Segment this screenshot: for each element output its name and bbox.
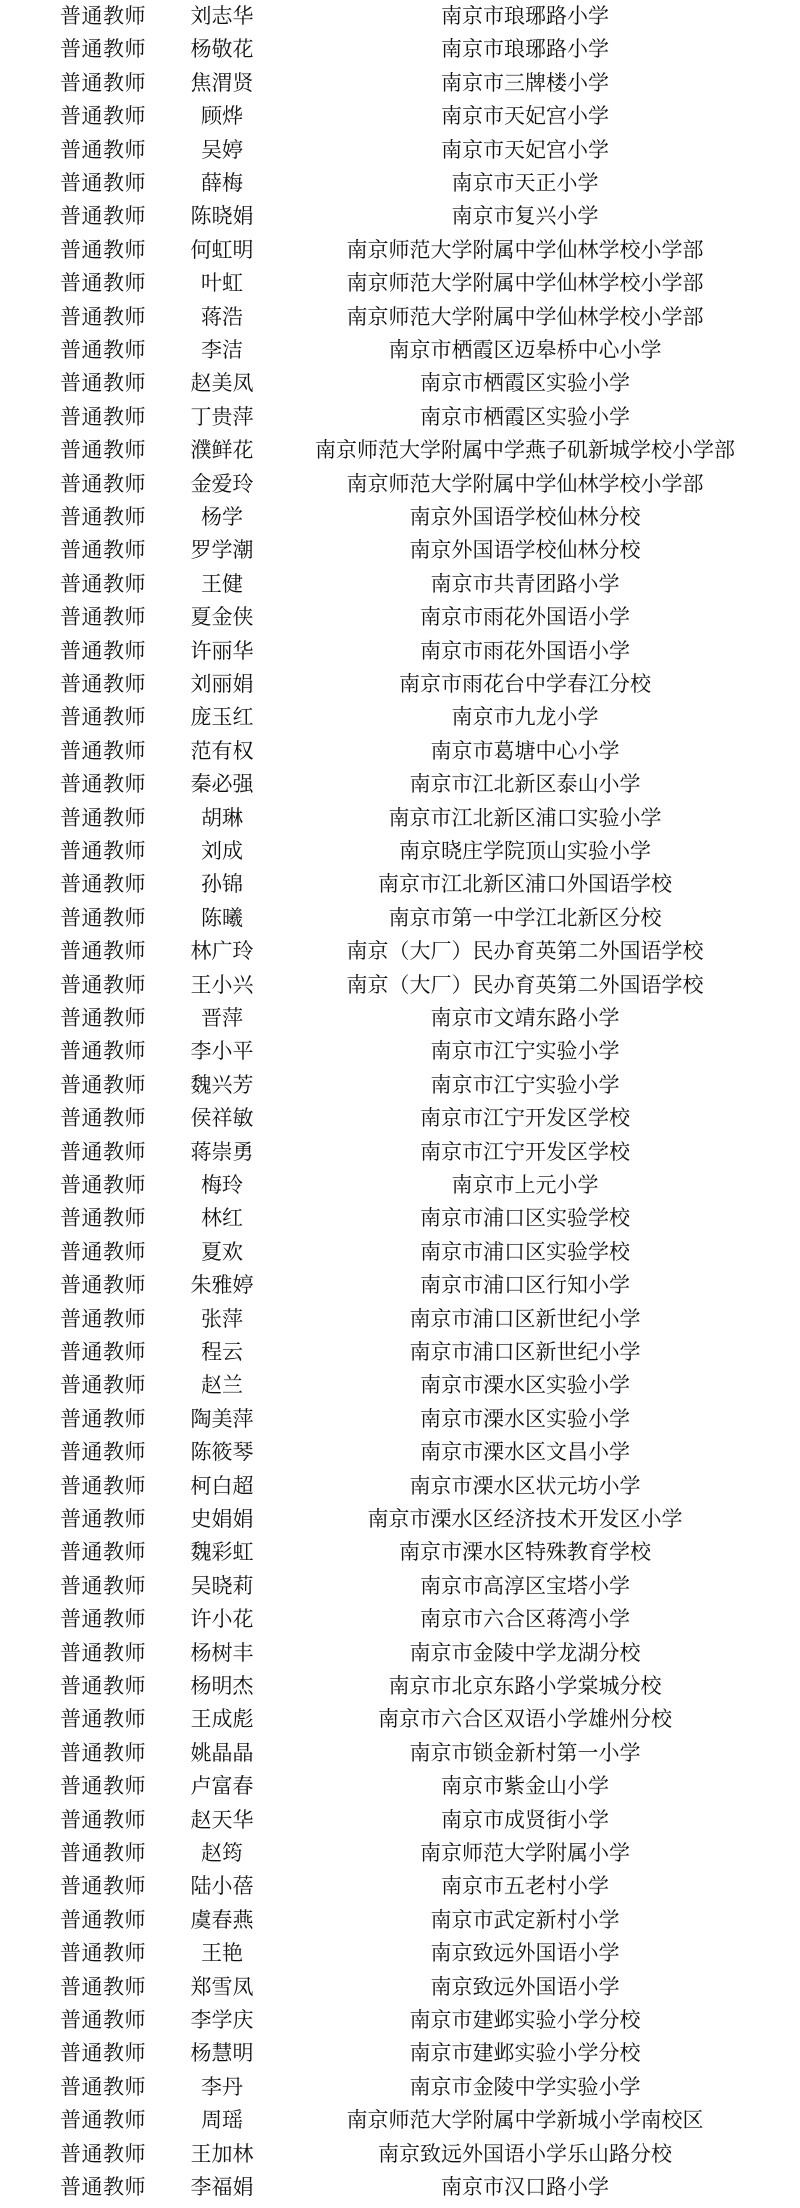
role-label: 普通教师 [60, 1406, 146, 1431]
teacher-name: 赵美凤 [190, 371, 254, 396]
role-label: 普通教师 [60, 2108, 146, 2133]
list-item [0, 1336, 800, 1369]
role-label: 普通教师 [60, 805, 146, 830]
role-label: 普通教师 [60, 104, 146, 129]
teacher-name: 叶虹 [201, 271, 243, 296]
role-label: 普通教师 [60, 705, 146, 730]
school-name: 南京市溧水区文昌小学 [420, 1440, 630, 1465]
school-name: 南京市琅琊路小学 [441, 4, 609, 28]
role-label: 普通教师 [60, 137, 146, 162]
teacher-name: 朱雅婷 [190, 1273, 254, 1298]
school-name: 南京市琅琊路小学 [441, 37, 609, 62]
list-item [0, 1737, 800, 1770]
role-label: 普通教师 [60, 1774, 146, 1799]
teacher-name: 胡琳 [201, 805, 243, 830]
school-name: 南京市江北新区浦口实验小学 [388, 805, 662, 830]
school-name: 南京市溧水区经济技术开发区小学 [367, 1507, 683, 1531]
teacher-name: 丁贵萍 [190, 404, 254, 429]
teacher-name: 林广玲 [190, 939, 254, 964]
teacher-name: 王加林 [190, 2141, 254, 2166]
school-name: 南京市金陵中学实验小学 [409, 2074, 641, 2099]
school-name: 南京市三牌楼小学 [441, 70, 609, 95]
list-item [0, 33, 800, 66]
teacher-name: 赵兰 [201, 1373, 243, 1398]
list-item [0, 2037, 800, 2070]
role-label: 普通教师 [60, 1674, 146, 1698]
teacher-name: 魏兴芳 [190, 1072, 254, 1097]
role-label: 普通教师 [60, 1607, 146, 1632]
school-name: 南京市第一中学江北新区分校 [388, 905, 662, 930]
role-label: 普通教师 [60, 638, 146, 663]
school-name: 南京市江北新区浦口外国语学校 [378, 872, 672, 897]
role-label: 普通教师 [60, 772, 146, 797]
list-item [0, 935, 800, 968]
role-label: 普通教师 [60, 1072, 146, 1097]
role-label: 普通教师 [60, 2008, 146, 2032]
role-label: 普通教师 [60, 1306, 146, 1331]
school-name: 南京（大厂）民办育英第二外国语学校 [346, 939, 704, 964]
role-label: 普通教师 [60, 1974, 146, 1999]
list-item [0, 1002, 800, 1035]
list-item [0, 802, 800, 835]
school-name: 南京师范大学附属中学仙林学校小学部 [346, 271, 704, 296]
teacher-name: 蒋浩 [201, 304, 243, 329]
school-name: 南京市溧水区特殊教育学校 [399, 1540, 651, 1565]
list-item [0, 668, 800, 701]
list-item [0, 0, 800, 33]
teacher-name: 刘志华 [190, 4, 254, 28]
role-label: 普通教师 [60, 171, 146, 195]
list-item [0, 568, 800, 601]
school-name: 南京市葛塘中心小学 [430, 738, 620, 763]
list-item [0, 1069, 800, 1102]
teacher-name: 杨慧明 [190, 2041, 254, 2066]
school-name: 南京市雨花外国语小学 [420, 638, 630, 663]
list-item [0, 835, 800, 868]
role-label: 普通教师 [60, 1707, 146, 1732]
teacher-name: 王艳 [201, 1941, 243, 1966]
list-item [0, 2171, 800, 2204]
list-item [0, 1136, 800, 1169]
list-item [0, 768, 800, 801]
teacher-name: 李洁 [201, 338, 243, 362]
list-item [0, 1603, 800, 1636]
school-name: 南京师范大学附属中学新城小学南校区 [346, 2108, 704, 2133]
role-label: 普通教师 [60, 1239, 146, 1264]
role-label: 普通教师 [60, 404, 146, 429]
school-name: 南京市五老村小学 [441, 1874, 609, 1899]
list-item [0, 902, 800, 935]
list-item [0, 234, 800, 267]
list-item [0, 1770, 800, 1803]
school-name: 南京市北京东路小学棠城分校 [388, 1674, 662, 1698]
school-name: 南京市溧水区状元坊小学 [409, 1473, 641, 1498]
teacher-name: 梅玲 [201, 1173, 243, 1197]
role-label: 普通教师 [60, 1139, 146, 1164]
school-name: 南京市金陵中学龙湖分校 [409, 1640, 641, 1665]
list-item [0, 1637, 800, 1670]
list-item [0, 868, 800, 901]
list-item [0, 635, 800, 668]
school-name: 南京市九龙小学 [451, 705, 599, 730]
teacher-name: 王成彪 [190, 1707, 254, 1732]
role-label: 普通教师 [60, 271, 146, 296]
school-name: 南京市浦口区新世纪小学 [409, 1340, 641, 1364]
teacher-name: 晋萍 [201, 1006, 243, 1030]
school-name: 南京市天正小学 [451, 171, 599, 195]
school-name: 南京市汉口路小学 [441, 2175, 609, 2199]
role-label: 普通教师 [60, 4, 146, 28]
list-item [0, 1670, 800, 1703]
teacher-name: 王小兴 [190, 972, 254, 997]
school-name: 南京市浦口区实验学校 [420, 1206, 630, 1231]
school-name: 南京市成贤街小学 [441, 1807, 609, 1832]
role-label: 普通教师 [60, 1106, 146, 1131]
role-label: 普通教师 [60, 1507, 146, 1531]
list-item [0, 1369, 800, 1402]
list-item [0, 1804, 800, 1837]
list-item [0, 1570, 800, 1603]
list-item [0, 2138, 800, 2171]
role-label: 普通教师 [60, 1273, 146, 1298]
list-item [0, 301, 800, 334]
teacher-name: 林红 [201, 1206, 243, 1231]
role-label: 普通教师 [60, 1740, 146, 1765]
role-label: 普通教师 [60, 2041, 146, 2066]
school-name: 南京市江北新区泰山小学 [409, 772, 641, 797]
school-name: 南京外国语学校仙林分校 [409, 538, 641, 563]
school-name: 南京市栖霞区实验小学 [420, 371, 630, 396]
teacher-name: 陆小蓓 [190, 1874, 254, 1899]
teacher-name: 刘丽娟 [190, 672, 254, 696]
list-item [0, 601, 800, 634]
list-item [0, 2004, 800, 2037]
school-name: 南京市江宁开发区学校 [420, 1139, 630, 1164]
list-item [0, 167, 800, 200]
role-label: 普通教师 [60, 672, 146, 696]
school-name: 南京市共青团路小学 [430, 571, 620, 596]
list-item [0, 1169, 800, 1202]
teacher-name: 李学庆 [190, 2008, 254, 2032]
role-label: 普通教师 [60, 1573, 146, 1598]
teacher-name: 史娟娟 [190, 1507, 254, 1531]
role-label: 普通教师 [60, 1807, 146, 1832]
role-label: 普通教师 [60, 2175, 146, 2199]
list-item [0, 200, 800, 233]
teacher-name: 李丹 [201, 2074, 243, 2099]
teacher-name: 杨敬花 [190, 37, 254, 62]
school-name: 南京市复兴小学 [451, 204, 599, 229]
school-name: 南京（大厂）民办育英第二外国语学校 [346, 972, 704, 997]
role-label: 普通教师 [60, 471, 146, 496]
list-item [0, 701, 800, 734]
list-item [0, 1236, 800, 1269]
role-label: 普通教师 [60, 1206, 146, 1231]
list-item [0, 2071, 800, 2104]
school-name: 南京师范大学附属小学 [420, 1841, 630, 1865]
list-item [0, 1303, 800, 1336]
role-label: 普通教师 [60, 237, 146, 262]
role-label: 普通教师 [60, 1941, 146, 1966]
school-name: 南京师范大学附属中学仙林学校小学部 [346, 471, 704, 496]
role-label: 普通教师 [60, 2074, 146, 2099]
role-label: 普通教师 [60, 939, 146, 964]
school-name: 南京市浦口区行知小学 [420, 1273, 630, 1298]
school-name: 南京市浦口区新世纪小学 [409, 1306, 641, 1331]
role-label: 普通教师 [60, 1640, 146, 1665]
school-name: 南京市栖霞区实验小学 [420, 404, 630, 429]
teacher-name: 薛梅 [201, 171, 243, 195]
role-label: 普通教师 [60, 1340, 146, 1364]
school-name: 南京市武定新村小学 [430, 1907, 620, 1932]
list-item [0, 1904, 800, 1937]
teacher-name: 濮鲜花 [190, 438, 254, 463]
list-item [0, 468, 800, 501]
role-label: 普通教师 [60, 1841, 146, 1865]
school-name: 南京市高淳区宝塔小学 [420, 1573, 630, 1598]
school-name: 南京外国语学校仙林分校 [409, 505, 641, 529]
teacher-name: 程云 [201, 1340, 243, 1364]
school-name: 南京市建邺实验小学分校 [409, 2008, 641, 2032]
teacher-name: 杨明杰 [190, 1674, 254, 1698]
teacher-name: 罗学潮 [190, 538, 254, 563]
school-name: 南京市江宁开发区学校 [420, 1106, 630, 1131]
role-label: 普通教师 [60, 2141, 146, 2166]
list-item [0, 735, 800, 768]
list-item [0, 67, 800, 100]
teacher-name: 杨学 [201, 505, 243, 529]
role-label: 普通教师 [60, 70, 146, 95]
list-item [0, 501, 800, 534]
list-item [0, 1703, 800, 1736]
teacher-name: 李福娟 [190, 2175, 254, 2199]
list-item [0, 1503, 800, 1536]
role-label: 普通教师 [60, 839, 146, 863]
teacher-name: 顾烨 [201, 104, 243, 129]
role-label: 普通教师 [60, 1540, 146, 1565]
list-item [0, 1536, 800, 1569]
school-name: 南京师范大学附属中学仙林学校小学部 [346, 304, 704, 329]
school-name: 南京市江宁实验小学 [430, 1039, 620, 1064]
school-name: 南京市文靖东路小学 [430, 1006, 620, 1030]
teacher-name: 赵筠 [201, 1841, 243, 1865]
teacher-name: 卢富春 [190, 1774, 254, 1799]
list-item [0, 1202, 800, 1235]
teacher-name: 刘成 [201, 839, 243, 863]
role-label: 普通教师 [60, 1173, 146, 1197]
list-item [0, 1470, 800, 1503]
teacher-name: 陈曦 [201, 905, 243, 930]
list-item [0, 267, 800, 300]
list-item [0, 1102, 800, 1135]
teacher-name: 金爱玲 [190, 471, 254, 496]
role-label: 普通教师 [60, 304, 146, 329]
school-name: 南京市六合区蒋湾小学 [420, 1607, 630, 1632]
school-name: 南京市锁金新村第一小学 [409, 1740, 641, 1765]
school-name: 南京市紫金山小学 [441, 1774, 609, 1799]
role-label: 普通教师 [60, 538, 146, 563]
role-label: 普通教师 [60, 905, 146, 930]
teacher-name: 许小花 [190, 1607, 254, 1632]
school-name: 南京师范大学附属中学仙林学校小学部 [346, 237, 704, 262]
role-label: 普通教师 [60, 1874, 146, 1899]
list-item [0, 1937, 800, 1970]
role-label: 普通教师 [60, 37, 146, 62]
list-item [0, 1035, 800, 1068]
school-name: 南京市溧水区实验小学 [420, 1406, 630, 1431]
list-item [0, 1870, 800, 1903]
list-item [0, 334, 800, 367]
teacher-name: 张萍 [201, 1306, 243, 1331]
school-name: 南京市六合区双语小学雄州分校 [378, 1707, 672, 1732]
role-label: 普通教师 [60, 872, 146, 897]
school-name: 南京市雨花外国语小学 [420, 605, 630, 630]
role-label: 普通教师 [60, 1473, 146, 1498]
teacher-name: 魏彩虹 [190, 1540, 254, 1565]
list-item [0, 1436, 800, 1469]
list-item [0, 367, 800, 400]
teacher-name: 夏金侠 [190, 605, 254, 630]
teacher-name: 秦必强 [190, 772, 254, 797]
teacher-name: 范有权 [190, 738, 254, 763]
school-name: 南京市天妃宫小学 [441, 104, 609, 129]
role-label: 普通教师 [60, 738, 146, 763]
teacher-name: 侯祥敏 [190, 1106, 254, 1131]
teacher-name: 郑雪凤 [190, 1974, 254, 1999]
school-name: 南京致远外国语小学 [430, 1974, 620, 1999]
role-label: 普通教师 [60, 1373, 146, 1398]
role-label: 普通教师 [60, 371, 146, 396]
school-name: 南京致远外国语小学 [430, 1941, 620, 1966]
list-item [0, 969, 800, 1002]
teacher-name: 陈晓娟 [190, 204, 254, 229]
list-item [0, 134, 800, 167]
school-name: 南京师范大学附属中学燕子矶新城学校小学部 [315, 438, 735, 463]
teacher-name: 陈筱琴 [190, 1440, 254, 1465]
list-item [0, 2104, 800, 2137]
teacher-name: 许丽华 [190, 638, 254, 663]
role-label: 普通教师 [60, 605, 146, 630]
list-item [0, 1837, 800, 1870]
school-name: 南京市天妃宫小学 [441, 137, 609, 162]
school-name: 南京市雨花台中学春江分校 [399, 672, 651, 696]
teacher-name: 姚晶晶 [190, 1740, 254, 1765]
role-label: 普通教师 [60, 204, 146, 229]
school-name: 南京晓庄学院顶山实验小学 [399, 839, 651, 863]
teacher-name: 柯白超 [190, 1473, 254, 1498]
school-name: 南京致远外国语小学乐山路分校 [378, 2141, 672, 2166]
teacher-name: 陶美萍 [190, 1406, 254, 1431]
teacher-name: 吴晓莉 [190, 1573, 254, 1598]
role-label: 普通教师 [60, 1039, 146, 1064]
teacher-name: 周瑶 [201, 2108, 243, 2133]
role-label: 普通教师 [60, 438, 146, 463]
teacher-name: 庞玉红 [190, 705, 254, 730]
school-name: 南京市浦口区实验学校 [420, 1239, 630, 1264]
list-item [0, 401, 800, 434]
list-item [0, 100, 800, 133]
teacher-name: 虞春燕 [190, 1907, 254, 1932]
role-label: 普通教师 [60, 505, 146, 529]
school-name: 南京市栖霞区迈皋桥中心小学 [388, 338, 662, 362]
teacher-name: 杨树丰 [190, 1640, 254, 1665]
school-name: 南京市上元小学 [451, 1173, 599, 1197]
list-item [0, 534, 800, 567]
teacher-name: 李小平 [190, 1039, 254, 1064]
role-label: 普通教师 [60, 571, 146, 596]
role-label: 普通教师 [60, 1907, 146, 1932]
school-name: 南京市溧水区实验小学 [420, 1373, 630, 1398]
teacher-name: 吴婷 [201, 137, 243, 162]
teacher-name: 蒋崇勇 [190, 1139, 254, 1164]
teacher-name: 王健 [201, 571, 243, 596]
role-label: 普通教师 [60, 1006, 146, 1030]
teacher-name: 焦渭贤 [190, 70, 254, 95]
list-item [0, 1971, 800, 2004]
role-label: 普通教师 [60, 338, 146, 362]
school-name: 南京市建邺实验小学分校 [409, 2041, 641, 2066]
teacher-name: 何虹明 [190, 237, 254, 262]
teacher-name: 夏欢 [201, 1239, 243, 1264]
list-item [0, 434, 800, 467]
list-item [0, 1403, 800, 1436]
list-item [0, 1269, 800, 1302]
school-name: 南京市江宁实验小学 [430, 1072, 620, 1097]
teacher-name: 孙锦 [201, 872, 243, 897]
role-label: 普通教师 [60, 1440, 146, 1465]
teacher-name: 赵天华 [190, 1807, 254, 1832]
role-label: 普通教师 [60, 972, 146, 997]
